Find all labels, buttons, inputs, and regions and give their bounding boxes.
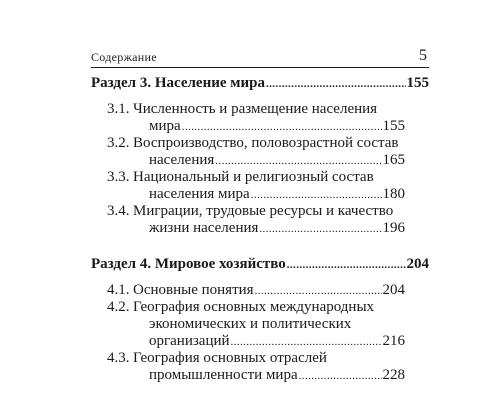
item-page: 216	[382, 333, 405, 349]
toc-item-3-3[interactable]	[107, 169, 405, 203]
item-page: 180	[382, 186, 405, 202]
leader-dots	[259, 221, 381, 238]
item-page: 204	[382, 282, 405, 298]
item-title-line: организаций	[149, 333, 230, 349]
item-title-line: мира	[149, 118, 181, 134]
item-page: 196	[382, 220, 405, 236]
item-title-line: населения мира	[149, 186, 250, 202]
section-title: Раздел 3. Население мира	[91, 75, 265, 91]
item-number: 3.3.	[107, 169, 130, 185]
item-number: 4.1.	[107, 282, 130, 298]
section-heading[interactable]	[91, 75, 429, 92]
item-number: 4.3.	[107, 350, 130, 366]
toc-item-3-1[interactable]	[107, 101, 405, 135]
item-title-line: населения	[149, 152, 215, 168]
toc-section-3	[91, 75, 429, 92]
section-page: 155	[406, 75, 429, 91]
table-of-contents	[91, 75, 429, 384]
item-number: 3.4.	[107, 203, 130, 219]
leader-dots	[182, 119, 382, 136]
leader-dots	[287, 257, 406, 274]
leader-dots	[266, 76, 406, 93]
item-number: 3.1.	[107, 101, 130, 117]
leader-dots	[251, 187, 382, 204]
section-title: Раздел 4. Мировое хозяйство	[91, 256, 286, 272]
item-title-line: Численность и размещение населения	[133, 101, 378, 117]
section-page: 204	[406, 256, 429, 272]
item-title-line: Национальный и религиозный состав	[133, 169, 374, 185]
header-title: Содержание	[91, 50, 157, 64]
header-page-number: 5	[419, 47, 427, 64]
item-title-line: промышленности мира	[149, 367, 298, 383]
item-title-line: Миграции, трудовые ресурсы и качество	[133, 203, 394, 219]
leader-dots	[255, 283, 382, 300]
toc-section-4	[91, 256, 429, 273]
toc-item-4-3[interactable]	[107, 350, 405, 384]
item-page: 155	[382, 118, 405, 134]
toc-item-4-2[interactable]	[107, 299, 405, 350]
item-number: 3.2.	[107, 135, 130, 151]
item-number: 4.2.	[107, 299, 130, 315]
toc-item-3-4[interactable]	[107, 203, 405, 237]
item-title-line: экономических и политических	[149, 316, 352, 332]
item-title-line: Воспроизводство, половозрастной состав	[133, 135, 399, 151]
item-title-line: География основных международных	[133, 299, 375, 315]
leader-dots	[299, 368, 382, 385]
toc-item-4-1[interactable]	[107, 282, 405, 299]
leader-dots	[215, 153, 381, 170]
section-heading[interactable]	[91, 256, 429, 273]
running-header	[91, 47, 429, 68]
leader-dots	[231, 334, 382, 351]
item-page: 228	[382, 367, 405, 383]
item-title-line: жизни населения	[149, 220, 259, 236]
item-page: 165	[382, 152, 405, 168]
item-title-line: География основных отраслей	[133, 350, 327, 366]
toc-item-3-2[interactable]	[107, 135, 405, 169]
item-title-line: Основные понятия	[133, 282, 254, 298]
